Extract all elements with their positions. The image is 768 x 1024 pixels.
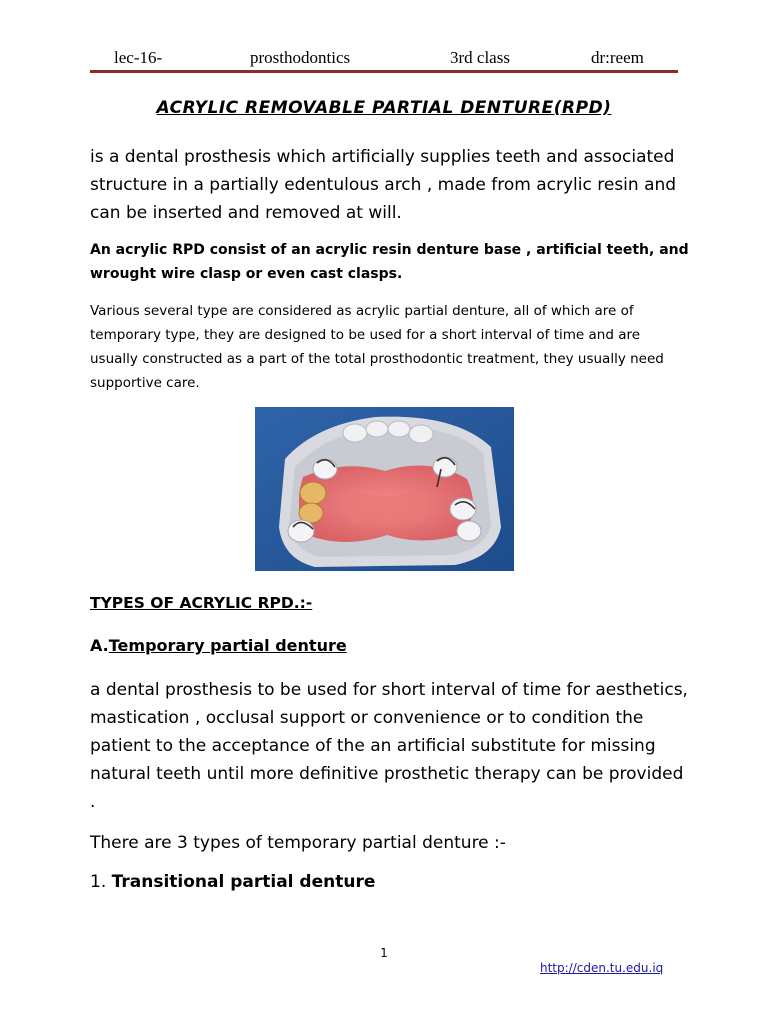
header-lecture: lec-16- [114, 48, 163, 67]
components-paragraph: An acrylic RPD consist of an acrylic resin denture base , artificial teeth, and wrought wire clasp or even cast clasps. [90, 242, 689, 282]
temporary-denture-definition: a dental prosthesis to be used for short interval of time for aesthetics, mastication , occlusal support or convenience or to condition the patient to the acceptance of the an artificial substitute for missing natural teeth until more definitive prosthetic therapy can be provided . [90, 680, 688, 812]
header-class: 3rd class [450, 48, 510, 67]
header-subject: prosthodontics [250, 48, 351, 67]
document-title: ACRYLIC REMOVABLE PARTIAL DENTURE(RPD) [156, 98, 612, 118]
footer-url-link[interactable]: http://cden.tu.edu.iq [540, 961, 664, 975]
page-number: 1 [380, 946, 388, 960]
header-doctor: dr:reem [591, 48, 644, 67]
item-number: 1. [90, 872, 107, 892]
section-a-label: A. [90, 636, 109, 655]
acrylic-rpd-photo [255, 407, 514, 571]
section-a-title: Temporary partial denture [108, 636, 347, 655]
types-heading: TYPES OF ACRYLIC RPD.:- [90, 594, 313, 612]
various-types-paragraph: Various several type are considered as acrylic partial denture, all of which are of temporary type, they are designed to be used for a short interval of time and are usually constructed as a part of the total prosthodontic treatment, they usually need supportive care. [90, 303, 664, 391]
list-item-transitional [90, 872, 375, 892]
definition-paragraph: is a dental prosthesis which artificially supplies teeth and associated structure in a partially edentulous arch , made from acrylic resin and can be inserted and removed at will. [90, 147, 677, 223]
section-a-heading [90, 636, 347, 655]
types-count-text: There are 3 types of temporary partial denture :- [90, 833, 506, 853]
item-title: Transitional partial denture [111, 872, 376, 892]
page-header [90, 44, 678, 70]
header-divider [90, 70, 678, 73]
